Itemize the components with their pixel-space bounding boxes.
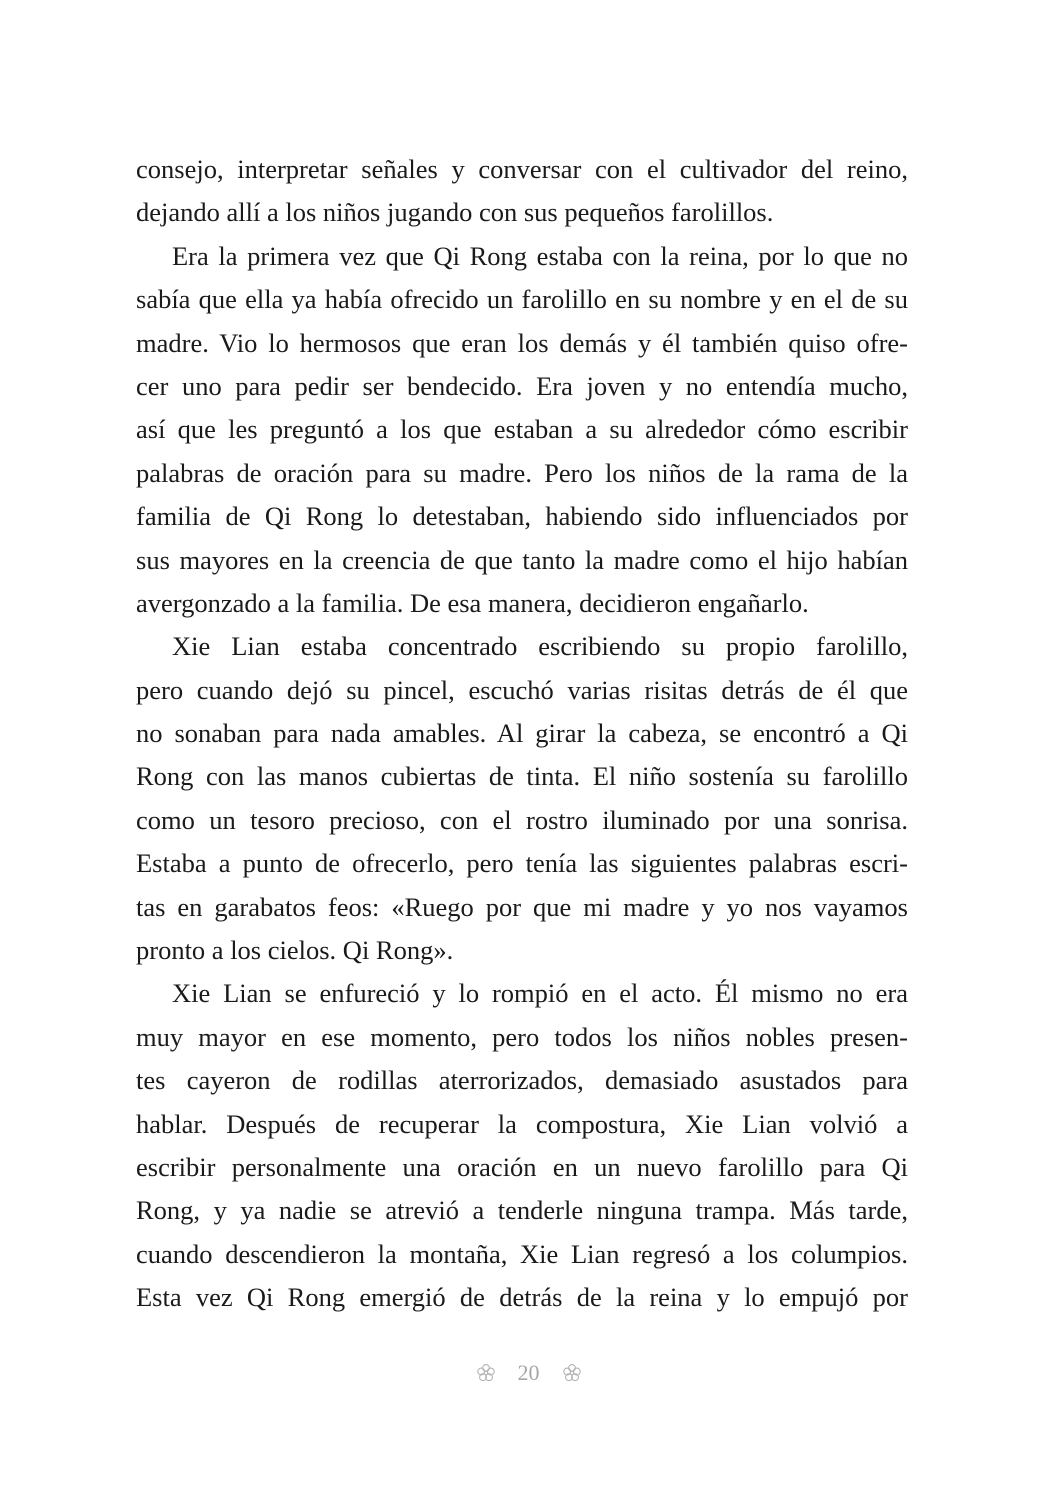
- text-line: sus mayores en la creencia de que tanto la madre como el hijo habían: [136, 544, 908, 575]
- text-line: muy mayor en ese momento, pero todos los niños nobles presen-: [136, 1021, 908, 1052]
- plum-blossom-icon: [562, 1363, 582, 1383]
- text-line: Era la primera vez que Qi Rong estaba con la reina, por lo que no: [172, 240, 908, 271]
- paragraph: [136, 235, 908, 626]
- text-line: tas en garabatos feos: «Ruego por que mi madre y yo nos vayamos: [136, 891, 908, 922]
- text-line: pero cuando dejó su pincel, escuchó varias risitas detrás de él que: [136, 674, 908, 705]
- text-line: dejando allí a los niños jugando con sus pequeños farolillos.: [136, 197, 774, 228]
- text-line: avergonzado a la familia. De esa manera, decidieron engañarlo.: [136, 587, 809, 618]
- body-text: [136, 148, 908, 1320]
- text-line: Xie Lian se enfureció y lo rompió en el acto. Él mismo no era: [172, 978, 908, 1009]
- text-line: consejo, interpretar señales y conversar con el cultivador del reino,: [136, 154, 908, 184]
- text-line: escribir personalmente una oración en un nuevo farolillo para Qi: [136, 1151, 908, 1182]
- text-line: palabras de oración para su madre. Pero los niños de la rama de la: [136, 457, 908, 488]
- text-line: tes cayeron de rodillas aterrorizados, demasiado asustados para: [136, 1065, 908, 1096]
- text-line: Rong con las manos cubiertas de tinta. El niño sostenía su farolillo: [136, 761, 908, 792]
- text-line: Estaba a punto de ofrecerlo, pero tenía las siguientes palabras escri-: [136, 848, 908, 879]
- paragraph: [136, 625, 908, 972]
- text-line: cuando descendieron la montaña, Xie Lian regresó a los columpios.: [136, 1238, 908, 1269]
- text-line: como un tesoro precioso, con el rostro iluminado por una sonrisa.: [136, 804, 908, 835]
- text-line: Rong, y ya nadie se atrevió a tenderle ninguna trampa. Más tarde,: [136, 1195, 908, 1226]
- text-line: Xie Lian estaba concentrado escribiendo su propio farolillo,: [172, 631, 908, 662]
- plum-blossom-icon: [476, 1363, 496, 1383]
- page-footer: [0, 1360, 1057, 1386]
- text-line: hablar. Después de recuperar la compostura, Xie Lian volvió a: [136, 1108, 908, 1139]
- paragraph: [136, 148, 908, 235]
- text-line: familia de Qi Rong lo detestaban, habiendo sido influenciados por: [136, 501, 908, 532]
- page-number: 20: [517, 1360, 540, 1385]
- text-line: cer uno para pedir ser bendecido. Era joven y no entendía mucho,: [136, 370, 908, 401]
- text-line: pronto a los cielos. Qi Rong».: [136, 935, 454, 966]
- text-line: madre. Vio lo hermosos que eran los demás y él también quiso ofre-: [136, 327, 908, 358]
- text-line: Esta vez Qi Rong emergió de detrás de la reina y lo empujó por: [136, 1282, 908, 1313]
- text-line: así que les preguntó a los que estaban a su alrededor cómo escribir: [136, 414, 908, 445]
- text-line: no sonaban para nada amables. Al girar la cabeza, se encontró a Qi: [136, 718, 908, 749]
- text-line: sabía que ella ya había ofrecido un farolillo en su nombre y en el de su: [136, 284, 908, 315]
- paragraph: [136, 972, 908, 1319]
